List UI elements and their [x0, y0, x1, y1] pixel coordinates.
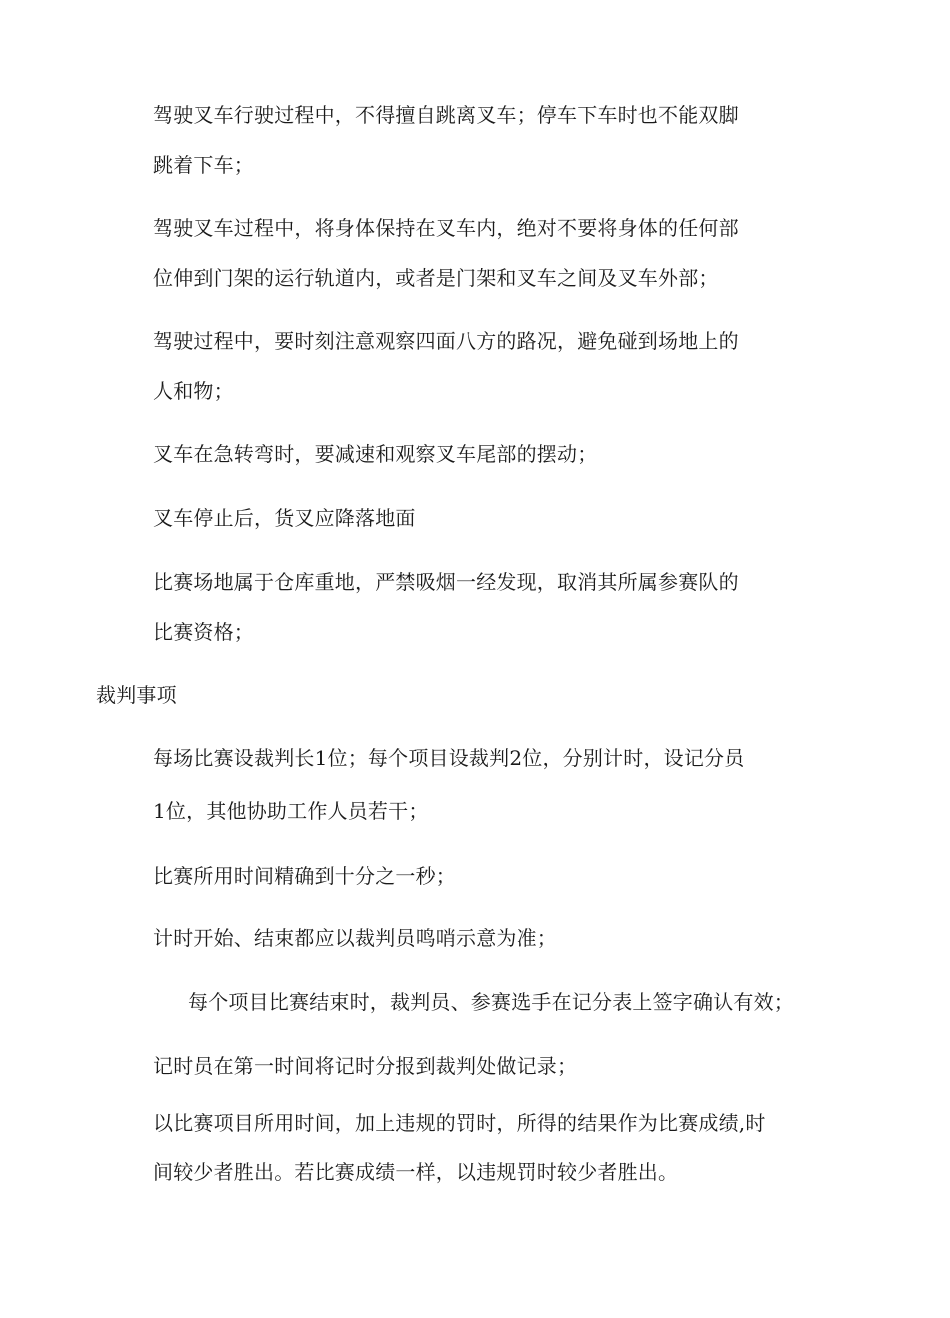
paragraph-line: 间较少者胜出。若比赛成绩一样，以违规罚时较少者胜出。 — [153, 1160, 679, 1184]
paragraph-line: 比赛资格； — [153, 620, 254, 644]
paragraph-line: 记时员在第一时间将记时分报到裁判处做记录； — [153, 1054, 578, 1078]
paragraph-line: 驾驶过程中，要时刻注意观察四面八方的路况，避免碰到场地上的 — [153, 329, 739, 353]
paragraph-line: 驾驶叉车行驶过程中，不得擅自跳离叉车；停车下车时也不能双脚 — [153, 103, 739, 127]
section-heading: 裁判事项 — [96, 683, 177, 707]
paragraph-line: 叉车在急转弯时，要减速和观察叉车尾部的摆动； — [153, 442, 598, 466]
paragraph-line: 位伸到门架的运行轨道内，或者是门架和叉车之间及叉车外部； — [153, 266, 719, 290]
paragraph-line: 叉车停止后，货叉应降落地面 — [153, 506, 416, 530]
paragraph-line: 比赛所用时间精确到十分之一秒； — [153, 864, 456, 888]
paragraph-line: 驾驶叉车过程中，将身体保持在叉车内，绝对不要将身体的任何部 — [153, 216, 739, 240]
paragraph-line: 计时开始、结束都应以裁判员鸣哨示意为准； — [153, 926, 557, 950]
paragraph-line: 比赛场地属于仓库重地，严禁吸烟一经发现，取消其所属参赛队的 — [153, 570, 739, 594]
paragraph-line: 每场比赛设裁判长1位；每个项目设裁判2位，分别计时，设记分员 — [153, 746, 745, 770]
paragraph-line: 人和物； — [153, 379, 234, 403]
paragraph-line: 每个项目比赛结束时，裁判员、参赛选手在记分表上签字确认有效； — [188, 990, 794, 1014]
paragraph-line: 以比赛项目所用时间，加上违规的罚时，所得的结果作为比赛成绩,时 — [153, 1111, 766, 1135]
paragraph-line: 跳着下车； — [153, 153, 254, 177]
paragraph-line: 1位，其他协助工作人员若干； — [153, 799, 429, 823]
